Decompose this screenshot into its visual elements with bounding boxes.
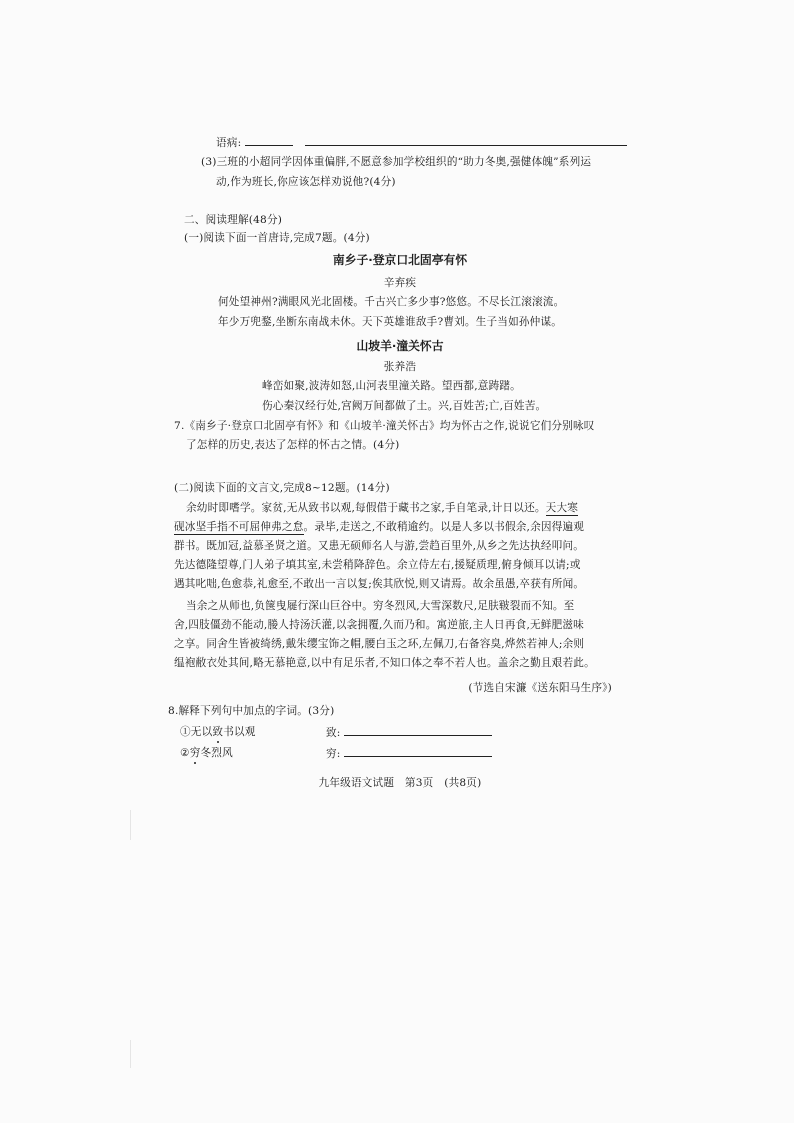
poem-2-line1: 峰峦如聚,波涛如怒,山河表里潼关路。望西都,意踌躇。 bbox=[262, 380, 521, 392]
item-1-suffix: 书以观 bbox=[223, 726, 256, 738]
question-7-line1: 7.《南乡子·登京口北固亭有怀》和《山坡羊·潼关怀古》均为怀古之作,说说它们分别咏叹 bbox=[174, 420, 595, 432]
item-1-prefix: 无以 bbox=[190, 726, 213, 738]
passage-source: (节选自宋濂《送东阳马生序》) bbox=[468, 682, 612, 694]
question-7-line2: 了怎样的历史,表达了怎样的怀古之情。(4分) bbox=[186, 439, 400, 451]
poem-1-title: 南乡子·登京口北固亭有怀 bbox=[332, 253, 468, 267]
page-footer: 九年级语文试题 第3页 (共8页) bbox=[318, 777, 482, 789]
passage-underlined-sentence-a: 天大寒 bbox=[545, 502, 579, 514]
poem-1-line1: 何处望神州?满眼风光北固楼。千古兴亡多少事?悠悠。不尽长江滚滚流。 bbox=[218, 296, 565, 308]
sick-label: 语病: bbox=[216, 137, 242, 149]
passage-p2-line3: 之享。同舍生皆被绮绣,戴朱缨宝饰之帽,腰白玉之环,左佩刀,右备容臭,烨然若神人;余则 bbox=[174, 638, 585, 650]
sick-blank-short bbox=[245, 134, 293, 146]
scan-artifact-2 bbox=[130, 1040, 131, 1068]
question-8-item-2 bbox=[180, 745, 233, 761]
poem-2-author: 张养浩 bbox=[383, 361, 417, 373]
part-1-intro: (一)阅读下面一首唐诗,完成7题。(4分) bbox=[184, 232, 370, 244]
item-1-answer-label: 致: bbox=[326, 727, 341, 739]
passage-p1-line2-text: 。录毕,走送之,不敢稍逾约。以是人多以书假余,余因得遍观 bbox=[303, 521, 585, 533]
item-1-answer bbox=[326, 724, 492, 741]
poem-1-line2: 年少万兜鍪,坐断东南战未休。天下英雄谁敌手?曹刘。生子当如孙仲谋。 bbox=[218, 316, 563, 328]
item-2-suffix: 冬烈风 bbox=[200, 747, 233, 759]
passage-p2-line1: 当余之从师也,负箧曳屣行深山巨谷中。穷冬烈风,大雪深数尺,足肤皲裂而不知。至 bbox=[186, 600, 575, 612]
passage-p1-line1 bbox=[186, 500, 578, 516]
sick-blank-long bbox=[305, 134, 627, 146]
poem-2-line2: 伤心秦汉经行处,宫阙万间都做了土。兴,百姓苦;亡,百姓苦。 bbox=[262, 400, 547, 412]
sick-sentence-row bbox=[216, 134, 627, 151]
question-8-item-1 bbox=[180, 724, 256, 740]
passage-p2-line4: 缊袍敝衣处其间,略无慕艳意,以中有足乐者,不知口体之奉不若人也。盖余之勤且艰若此。 bbox=[174, 657, 595, 669]
item-1-dotted-char: 致 bbox=[212, 726, 224, 738]
part-2-intro: (二)阅读下面的文言文,完成8~12题。(14分) bbox=[174, 482, 390, 494]
question-3-line1: (3)三班的小超同学因体重偏胖,不愿意参加学校组织的“助力冬奥,强健体魄”系列运 bbox=[201, 156, 592, 168]
item-2-answer-blank bbox=[344, 745, 492, 757]
section-2-heading: 二、阅读理解(48分) bbox=[184, 214, 283, 226]
item-1-number: ① bbox=[180, 726, 191, 738]
passage-p1-line3: 群书。既加冠,益慕圣贤之道。又患无硕师名人与游,尝趋百里外,从乡之先达执经叩问。 bbox=[174, 540, 585, 552]
passage-p1-line2 bbox=[174, 519, 584, 535]
passage-p1-line5: 遇其叱咄,色愈恭,礼愈至,不敢出一言以复;俟其欣悦,则又请焉。故余虽愚,卒获有所闻。 bbox=[174, 578, 585, 590]
poem-1-author: 辛弃疾 bbox=[383, 277, 417, 289]
question-8-stem: 8.解释下列句中加点的字词。(3分) bbox=[168, 705, 335, 717]
question-3-line2: 动,作为班长,你应该怎样劝说他?(4分) bbox=[216, 176, 396, 188]
item-1-answer-blank bbox=[344, 724, 492, 736]
item-2-number: ② bbox=[180, 747, 190, 759]
passage-underlined-sentence-b: 砚冰坚手指不可屈伸弗之怠 bbox=[174, 521, 304, 533]
passage-p2-line2: 舍,四肢僵劲不能动,媵人持汤沃灌,以衾拥覆,久而乃和。寓逆旅,主人日再食,无鲜肥滋味 bbox=[174, 619, 584, 631]
item-2-answer-label: 穷: bbox=[326, 748, 341, 760]
passage-p1-line4: 先达德隆望尊,门人弟子填其室,未尝稍降辞色。余立侍左右,援疑质理,俯身倾耳以请;或 bbox=[174, 559, 581, 571]
scan-artifact-1 bbox=[130, 810, 131, 840]
item-2-dotted-char: 穷 bbox=[189, 747, 201, 759]
passage-p1-line1-text: 余幼时即嗜学。家贫,无从致书以观,每假借于藏书之家,手自笔录,计日以还。 bbox=[186, 502, 546, 514]
poem-2-title: 山坡羊·潼关怀古 bbox=[356, 339, 444, 353]
item-2-answer bbox=[326, 745, 492, 762]
